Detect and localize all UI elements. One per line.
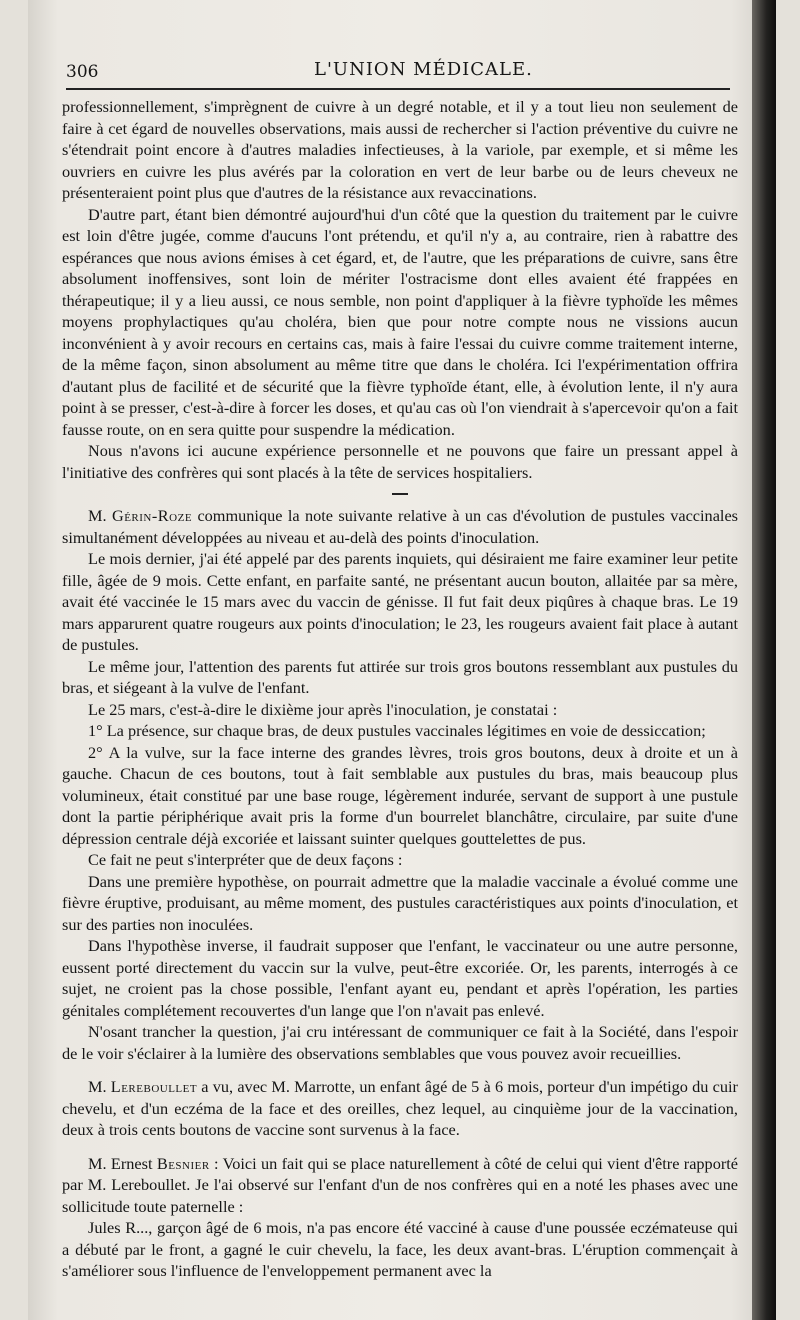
- speaker-name: Lereboullet: [110, 1077, 198, 1096]
- paragraph-lereboullet: [62, 1076, 738, 1141]
- paragraph-hypothesis-1: Dans une première hypothèse, on pourrait admettre que la maladie vaccinale a évolué comme une fièvre éruptive, produisant, au même moment, des pustules caractéristiques aux points d'inoculation, et sur des parties non inoculées.: [62, 871, 738, 934]
- paragraph-besnier: [62, 1153, 738, 1218]
- paragraph-finding-2: 2° A la vulve, sur la face interne des grandes lèvres, trois gros boutons, deux à droite et un à gauche. Chacun de ces boutons, tout à fait semblable aux pustules du bras, mais beaucoup plus volumineux, était constitué par une base rouge, légèrement indurée, servant de support à une pustule dont la partie périphérique avait pris la forme d'un bourrelet blanchâtre, circulaire, par suite d'une dépression centrale déjà excoriée et laissant suinter quelques gouttelettes de pus.: [62, 742, 738, 848]
- paragraph-text: communique la note suivante relative à un cas d'évolution de pustules vaccinales simultanément développées au niveau et au-delà des points d'inoculation.: [62, 506, 738, 547]
- paragraph-text: : Voici un fait qui se place naturellement à côté de celui qui vient d'être rapporté par M. Lereboullet. Je l'ai observé sur l'enfant d'un de nos confrères qui en a noté les phases avec une sollicitude toute paternelle :: [62, 1153, 738, 1216]
- speaker-name: Gérin-Roze: [111, 506, 193, 525]
- section-separator: [392, 493, 408, 495]
- paragraph-interpretation: Ce fait ne peut s'interpréter que de deux façons :: [88, 850, 403, 869]
- book-spine-shadow: [752, 0, 776, 1320]
- page-header: [66, 56, 730, 86]
- paragraph-conclusion: N'osant trancher la question, j'ai cru intéressant de communiquer ce fait à la Société, dans l'espoir de le voir s'éclairer à la lumière des observations semblables que vous pouvez avoir recueillies.: [62, 1022, 738, 1063]
- page-number: 306: [66, 62, 99, 82]
- paragraph-march-25: Le 25 mars, c'est-à-dire le dixième jour après l'inoculation, je constatai :: [88, 699, 558, 719]
- header-rule: [66, 88, 730, 90]
- paragraph-finding-1: 1° La présence, sur chaque bras, de deux pustules vaccinales légitimes en voie de dessiccation;: [88, 721, 706, 740]
- speaker-prefix: M.: [88, 1077, 111, 1096]
- paragraph-jules-case: Jules R..., garçon âgé de 6 mois, n'a pas encore été vacciné à cause d'une poussée eczémateuse qui a débuté par le front, a gagné le cuir chevelu, la face, les deux avant-bras. L'éruption commençait à s'améliorer sous l'influence de l'enveloppement permanent avec la: [62, 1218, 738, 1280]
- paragraph-text: a vu, avec M. Marrotte, un enfant âgé de 5 à 6 mois, porteur d'un impétigo du cuir chevelu, et d'un eczéma de la face et des oreilles, chez lequel, au cinquième jour de la vaccination, deux à trois cents boutons de vaccine sont survenus à la face.: [62, 1077, 738, 1139]
- article-body: [62, 96, 738, 1296]
- paragraph-hypothesis-2: Dans l'hypothèse inverse, il faudrait supposer que l'enfant, le vaccinateur ou une autre personne, eussent porté directement du vaccin sur la vulve, peut-être excoriée. Or, les parents, interrogés à ce sujet, ne croient pas la chose possible, l'enfant ayant eu, pendant et après l'opération, les parties génitales complétement recouvertes d'un lange que l'on n'avait pas enlevé.: [62, 936, 738, 1020]
- paragraph-continuation: professionnellement, s'imprègnent de cuivre à un degré notable, et il y a tout lieu non seulement de faire à cet égard de nouvelles observations, mais aussi de rechercher si l'action préventive du cuivre ne s'étendrait point encore à d'autres maladies infectieuses, à la variole, par exemple, et si même les ouvriers en cuivre les plus avérés par la coloration en vert de leur barbe ou de leurs cheveux ne présenteraient point plus que d'autres de la résistance aux revaccinations.: [62, 97, 738, 202]
- speaker-prefix: M. Ernest: [88, 1153, 157, 1173]
- paragraph-copper-treatment: D'autre part, étant bien démontré aujourd'hui d'un côté que la question du traitement par le cuivre est loin d'être jugée, comme d'aucuns l'ont prétendu, et qu'il n'y a, au contraire, rien à rabattre des espérances que nous avions émises à cet égard, et, de l'autre, que les préparations de cuivre, sans être absolument inoffensives, sont loin de mériter l'ostracisme dont elles avaient été frappées en thérapeutique; il y a lieu aussi, ce nous semble, non point d'appliquer à la fièvre typhoïde les mêmes moyens prophylactiques qu'au choléra, bien que pour notre compte nous ne vissions aucun inconvénient à y avoir recours en certains cas, mais à faire l'essai du cuivre comme traitement interne, de la même façon, sinon absolument au même titre que dans le choléra. Ici l'expérimentation offrira d'autant plus de facilité et de sécurité que la fièvre typhoïde étant, elle, à évolution lente, il n'y aura point à se presser, c'est-à-dire à forcer les doses, et qu'au cas où l'on viendrait à s'apercevoir qu'on a fait fausse route, on en sera quitte pour suspendre la médication.: [62, 204, 738, 439]
- running-head: L'UNION MÉDICALE.: [314, 59, 533, 80]
- speaker-name: Besnier: [156, 1153, 210, 1173]
- paragraph-same-day: Le même jour, l'attention des parents fut attirée sur trois gros boutons ressemblant aux pustules du bras, et siégeant à la vulve de l'enfant.: [62, 656, 738, 697]
- paragraph-appeal: Nous n'avons ici aucune expérience personnelle et ne pouvons que faire un pressant appel à l'initiative des confrères qui sont placés à la tête de services hospitaliers.: [62, 441, 738, 482]
- paragraph-case-history: Le mois dernier, j'ai été appelé par des parents inquiets, qui désiraient me faire examiner leur petite fille, âgée de 9 mois. Cette enfant, en parfaite santé, ne présentant aucun bouton, allaitée par sa mère, avait été vaccinée le 15 mars avec du vaccin de génisse. Il fut fait deux piqûres à chaque bras. Le 19 mars apparurent quatre rougeurs aux points d'inoculation; le 23, les rougeurs avaient fait place à autant de pustules.: [62, 549, 738, 654]
- speaker-prefix: M.: [88, 506, 112, 525]
- paragraph-gerin-roze: [62, 505, 738, 548]
